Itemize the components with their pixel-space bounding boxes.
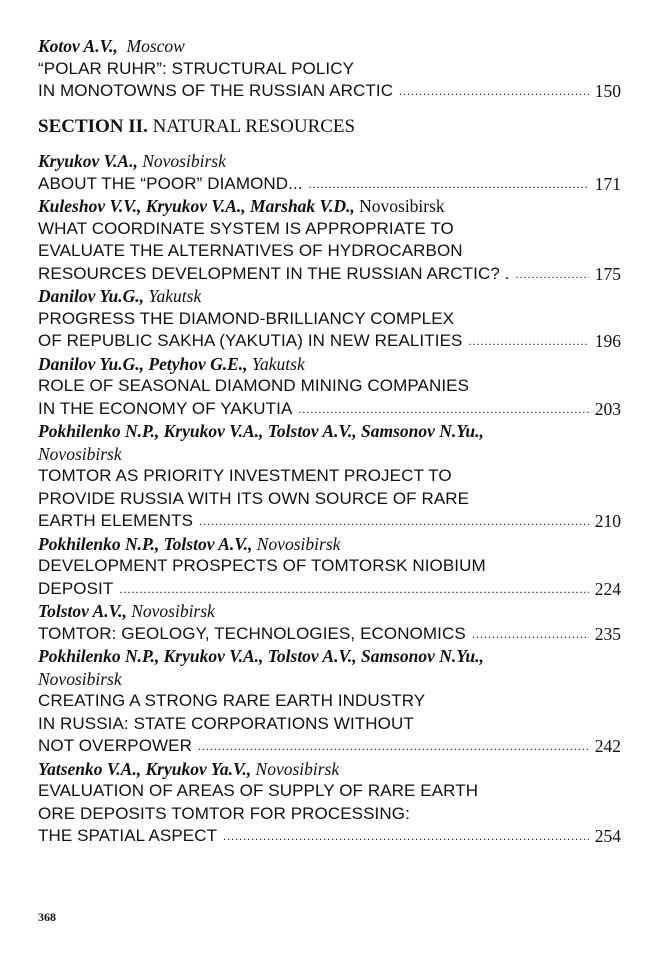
toc-entry (38, 533, 621, 601)
entry-title: TOMTOR: GEOLOGY, TECHNOLOGIES, ECONOMICS (38, 623, 466, 643)
title-line (38, 735, 621, 758)
toc-entry (38, 35, 621, 103)
author-names: Kuleshov V.V., Kryukov V.A., Marshak V.D., (38, 196, 360, 216)
entry-page-number: 203 (594, 398, 621, 419)
entry-title: “POLAR RUHR”: STRUCTURAL POLICY (38, 58, 355, 78)
entry-title: IN THE ECONOMY OF YAKUTIA (38, 398, 293, 418)
author-line (38, 533, 621, 556)
dot-leader (198, 735, 589, 758)
title-line (38, 510, 621, 533)
entry-page-number: 175 (594, 263, 621, 284)
title-line (38, 308, 621, 331)
title-line (38, 825, 621, 848)
toc-entry (38, 600, 621, 645)
entry-title: PROVIDE RUSSIA WITH ITS OWN SOURCE OF RARE (38, 488, 470, 508)
author-names: Pokhilenko N.P., Kryukov V.A., Tolstov A.V., Samsonov N.Yu., (38, 421, 484, 441)
author-line (38, 443, 621, 466)
author-line (38, 35, 621, 58)
title-line (38, 58, 621, 81)
toc-entry (38, 758, 621, 848)
entry-page-number: 210 (594, 511, 621, 531)
entry-title: EVALUATE THE ALTERNATIVES OF HYDROCARBON (38, 241, 463, 260)
entry-title: NOT OVERPOWER (38, 736, 193, 755)
dot-leader (119, 578, 588, 601)
author-names: Kryukov V.A., (38, 151, 143, 171)
title-line (38, 555, 621, 578)
author-line (38, 668, 621, 691)
dot-leader (468, 330, 588, 353)
dot-leader (298, 398, 588, 421)
entry-title: ROLE OF SEASONAL DIAMOND MINING COMPANIES (38, 376, 470, 395)
toc-entry (38, 645, 621, 758)
title-line (38, 488, 621, 511)
entry-title: RESOURCES DEVELOPMENT IN THE RUSSIAN ARCTIC? . (38, 263, 510, 283)
dot-leader (472, 623, 589, 646)
author-line (38, 195, 621, 218)
title-line (38, 263, 621, 286)
entry-title: EARTH ELEMENTS (38, 511, 194, 530)
toc-entry (38, 150, 621, 195)
toc-entry (38, 353, 621, 421)
entry-page-number: 235 (594, 623, 621, 644)
entry-title: THE SPATIAL ASPECT (38, 826, 218, 845)
author-line (38, 285, 621, 308)
author-names: Pokhilenko N.P., Kryukov V.A., Tolstov A.V., Samsonov N.Yu., (38, 646, 484, 666)
toc-entries (38, 150, 621, 848)
entry-title: IN RUSSIA: STATE CORPORATIONS WITHOUT (38, 713, 414, 733)
author-names: Danilov Yu.G., (38, 286, 149, 306)
entry-title: DEPOSIT (38, 578, 114, 598)
table-of-contents (38, 35, 621, 848)
entry-title: ABOUT THE “POOR” DIAMOND... (38, 173, 303, 193)
entry-title: WHAT COORDINATE SYSTEM IS APPROPRIATE TO (38, 218, 454, 238)
dot-leader (516, 263, 589, 286)
title-line (38, 173, 621, 196)
dot-leader (309, 173, 589, 196)
author-city: Novosibirsk (142, 151, 226, 171)
toc-entry (38, 420, 621, 533)
author-city: Novosibirsk (131, 601, 215, 621)
toc-entry (38, 195, 621, 285)
author-city: Novosibirsk (256, 533, 341, 554)
entry-page-number: 196 (594, 331, 621, 351)
entry-title: PROGRESS THE DIAMOND-BRILLIANCY COMPLEX (38, 308, 455, 328)
entry-page-number: 224 (594, 578, 621, 599)
entry-title: CREATING A STRONG RARE EARTH INDUSTRY (38, 691, 426, 710)
author-line (38, 645, 621, 668)
dot-leader (399, 80, 589, 103)
title-line (38, 240, 621, 263)
title-line (38, 623, 621, 646)
author-line (38, 353, 621, 376)
entry-title: TOMTOR AS PRIORITY INVESTMENT PROJECT TO (38, 466, 452, 485)
title-line (38, 80, 621, 103)
author-names: Tolstov A.V., (38, 601, 132, 621)
author-names: Pokhilenko N.P., Tolstov A.V., (38, 533, 257, 554)
section-heading (38, 116, 621, 139)
author-line (38, 600, 621, 623)
entry-title: ORE DEPOSITS TOMTOR FOR PROCESSING: (38, 803, 410, 823)
entry-page-number: 242 (594, 736, 621, 756)
entry-page-number: 254 (594, 826, 621, 846)
title-line (38, 375, 621, 398)
author-names: Yatsenko V.A., Kryukov Ya.V., (38, 758, 256, 779)
page-number: 368 (38, 910, 56, 924)
title-line (38, 713, 621, 736)
entry-title: DEVELOPMENT PROSPECTS OF TOMTORSK NIOBIUM (38, 556, 486, 575)
author-city: Novosibirsk (359, 196, 445, 216)
author-names: Danilov Yu.G., Petyhov G.E., (38, 353, 252, 374)
author-city: Novosibirsk (255, 758, 340, 779)
entry-page-number: 150 (594, 81, 621, 101)
dot-leader (223, 825, 589, 848)
title-line (38, 465, 621, 488)
title-line (38, 330, 621, 353)
author-city: Yakutsk (251, 353, 305, 374)
title-line (38, 398, 621, 421)
author-line (38, 150, 621, 173)
title-line (38, 690, 621, 713)
toc-entry (38, 285, 621, 353)
author-city: Novosibirsk (38, 668, 122, 689)
entry-title: OF REPUBLIC SAKHA (YAKUTIA) IN NEW REALITIES (38, 331, 463, 350)
section-name: NATURAL RESOURCES (147, 115, 356, 137)
section-label: SECTION II. (38, 115, 148, 137)
title-line (38, 218, 621, 241)
author-line (38, 420, 621, 443)
title-line (38, 780, 621, 803)
author-city: Moscow (122, 36, 185, 56)
toc-entries-before (38, 35, 621, 103)
entry-title: EVALUATION OF AREAS OF SUPPLY OF RARE EARTH (38, 781, 479, 800)
entry-title: IN MONOTOWNS OF THE RUSSIAN ARCTIC (38, 81, 394, 100)
author-line (38, 758, 621, 781)
title-line (38, 803, 621, 826)
title-line (38, 578, 621, 601)
dot-leader (199, 510, 589, 533)
author-names: Kotov A.V., (38, 36, 123, 56)
entry-page-number: 171 (594, 173, 621, 194)
author-city: Yakutsk (148, 286, 202, 306)
author-city: Novosibirsk (38, 443, 122, 464)
